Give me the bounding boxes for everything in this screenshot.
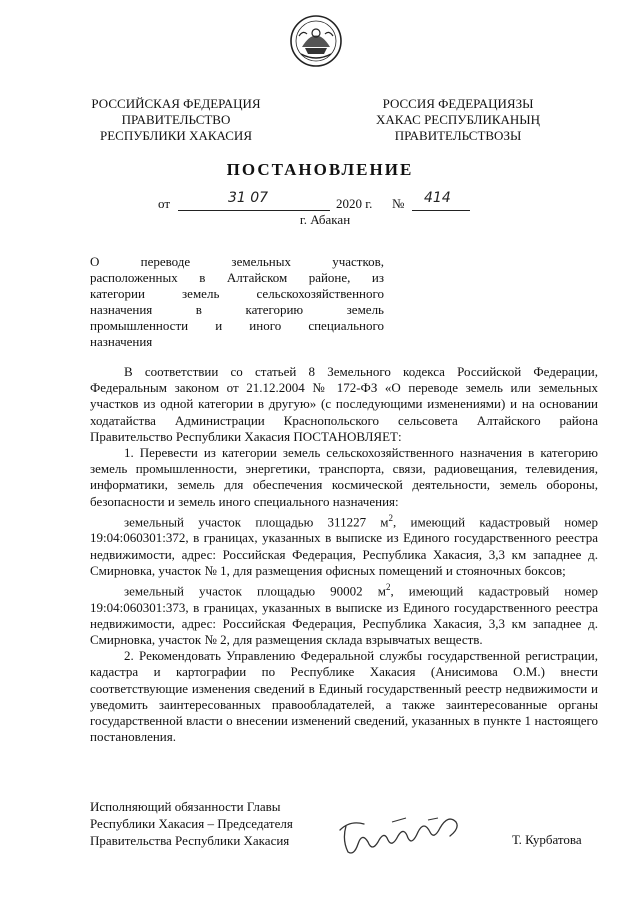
date-prefix-label: от [158, 196, 171, 211]
number-label: № [392, 196, 405, 211]
superscript-2: 2 [385, 581, 391, 592]
header-left-line: РЕСПУБЛИКИ ХАКАСИЯ [99, 128, 252, 143]
signatory-title-line: Республики Хакасия – Председателя [90, 816, 293, 831]
header-right-line: ПРАВИТЕЛЬСТВОЗЫ [394, 128, 522, 143]
subject-line: назначения в категорию земель [90, 302, 384, 317]
clause-2-paragraph: 2. Рекомендовать Управлению Федеральной службы государственной регистрации, кадастра и картографии по Республике Хакасия (Анисимова О.М.) внести соответствующие изменения сведений в Единый государственный реестр недвижимости и уведомить заинтересованных правообладателей, а также заинтересованные органы государственной власти о внесении изменений сведений, указанных в пункте 1 настоящего постановления. [90, 648, 598, 745]
land-plot-2-text-a: земельный участок площадью 90002 м [124, 583, 386, 599]
header-left-block [78, 96, 274, 144]
subject-line: О переводе земельных участков, [90, 254, 384, 269]
land-plot-2-paragraph [90, 579, 598, 648]
land-plot-1-text-a: земельный участок площадью 311227 м [124, 514, 389, 530]
signatory-name: Т. Курбатова [512, 832, 582, 847]
year-label: 2020 г. [336, 196, 373, 211]
header-right-line: ХАКАС РЕСПУБЛИКАНЫҢ [375, 112, 541, 127]
header-right-line: РОССИЯ ФЕДЕРАЦИЯЗЫ [382, 96, 534, 111]
signatory-title-block [90, 798, 350, 849]
date-handwritten: 31 07 [228, 190, 269, 206]
signatory-title-line: Правительства Республики Хакасия [90, 833, 290, 848]
superscript-2: 2 [388, 512, 394, 523]
subject-line: расположенных в Алтайском районе, из [90, 270, 384, 285]
header-left-line: РОССИЙСКАЯ ФЕДЕРАЦИЯ [91, 96, 261, 111]
preamble-paragraph: В соответствии со статьей 8 Земельного кодекса Российской Федерации, Федеральным законом от 21.12.2004 № 172-ФЗ «О переводе земель или земельных участков из одной категории в другую» (с последующими изменениями) и на основании ходатайства Администрации Краснопольского сельсовета Алтайского района Правительство Республики Хакасия ПОСТАНОВЛЯЕТ: [90, 364, 598, 444]
subject-line: назначения [90, 334, 153, 349]
date-underline [178, 210, 330, 211]
clause-1-paragraph: 1. Перевести из категории земель сельскохозяйственного назначения в категорию земель промышленности, энергетики, транспорта, связи, радиовещания, телевидения, информатики, земель для обеспечения космической деятельности, земель обороны, безопасности и земель иного специального назначения: [90, 445, 598, 509]
signatory-title-line: Исполняющий обязанности Главы [90, 799, 281, 814]
subject-line: промышленности и иного специального [90, 318, 384, 333]
document-title: ПОСТАНОВЛЕНИЕ [226, 160, 414, 179]
land-plot-2-text-b: , имеющий кадастровый номер 19:04:060301:373, в границах, указанных в выписке из Единого государственного реестра недвижимости, адрес: Российская Федерация, Республика Хакасия, 3,3 км западнее д. Смирновка, участок № 2, для размещения склада взрывчатых веществ. [90, 583, 598, 647]
land-plot-1-text-b: , имеющий кадастровый номер 19:04:060301:372, в границах, указанных в выписке из Единого государственного реестра недвижимости, адрес: Российская Федерация, Республика Хакасия, 3,3 км западнее д. Смирновка, участок № 1, для размещения офисных помещений и стояночных боксов; [90, 514, 598, 578]
number-underline [412, 210, 470, 211]
coat-of-arms-emblem [289, 14, 343, 68]
land-plot-1-paragraph [90, 510, 598, 579]
document-body [90, 364, 598, 745]
subject-block [90, 254, 384, 350]
header-left-line: ПРАВИТЕЛЬСТВО [121, 112, 231, 127]
number-handwritten: 414 [424, 190, 451, 206]
city-label: г. Абакан [299, 212, 351, 227]
header-right-block [360, 96, 556, 144]
subject-line: категории земель сельскохозяйственного [90, 286, 384, 301]
handwritten-signature [332, 808, 482, 860]
